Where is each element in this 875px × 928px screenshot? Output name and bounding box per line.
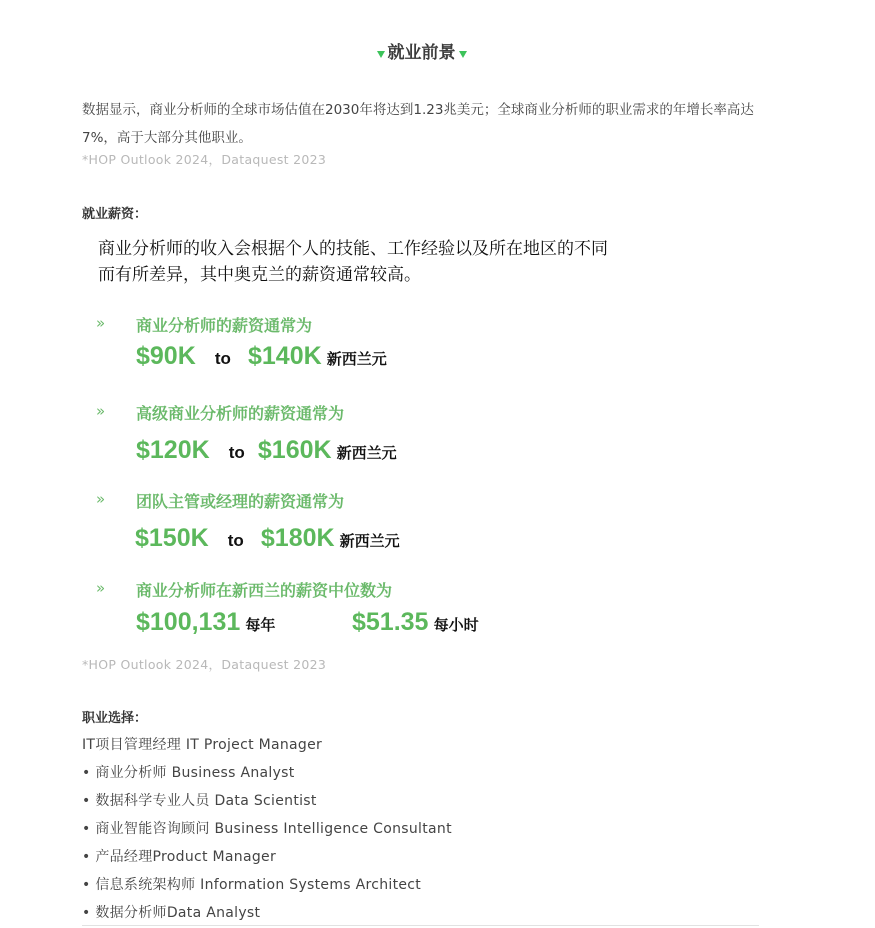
bullet-dot-icon: • (82, 821, 91, 837)
median-annual-unit: 每年 (245, 616, 276, 634)
salary-to: $160K (257, 436, 332, 464)
currency-unit: 新西兰元 (339, 532, 400, 550)
median-hourly (352, 608, 479, 637)
median-hourly-value: $51.35 (352, 608, 429, 636)
to-word: to (214, 349, 231, 368)
salary-item-heading: 团队主管或经理的薪资通常为 (136, 492, 345, 511)
salary-range (136, 436, 397, 465)
career-item-text: 商业智能咨询顾问 Business Intelligence Consultant (95, 821, 452, 837)
salary-from: $120K (136, 436, 210, 464)
intro-paragraph: 数据显示，商业分析师的全球市场估值在2030年将达到1.23兆美元；全球商业分析师的职业需求的年增长率高达7%，高于大部分其他职业。 (82, 102, 754, 146)
median-annual (136, 608, 275, 637)
salary-from: $150K (135, 524, 209, 552)
career-item-text: 产品经理Product Manager (95, 849, 277, 865)
career-item (82, 790, 317, 810)
salary-range (135, 524, 400, 553)
chevron-bullet-icon: » (96, 314, 106, 332)
career-item (82, 762, 295, 782)
chevron-bullet-icon: » (96, 402, 106, 420)
triangle-marker-icon (377, 51, 385, 58)
median-heading: 商业分析师在新西兰的薪资中位数为 (136, 581, 393, 600)
career-item-text: 数据科学专业人员 Data Scientist (95, 793, 317, 809)
salary-item-heading: 高级商业分析师的薪资通常为 (136, 404, 345, 423)
intro-source: *HOP Outlook 2024，Dataquest 2023 (82, 152, 327, 167)
median-annual-value: $100,131 (136, 608, 241, 636)
career-item (82, 846, 276, 866)
career-item (82, 874, 421, 894)
salary-to: $180K (260, 524, 335, 552)
chevron-bullet-icon: » (96, 579, 106, 597)
salary-range (136, 342, 387, 371)
bullet-dot-icon: • (82, 793, 91, 809)
salary-source: *HOP Outlook 2024，Dataquest 2023 (82, 657, 327, 672)
triangle-marker-icon (459, 51, 467, 58)
salary-from: $90K (136, 342, 196, 370)
bullet-dot-icon: • (82, 877, 91, 893)
bullet-dot-icon: • (82, 849, 91, 865)
chevron-bullet-icon: » (96, 490, 106, 508)
section-title-text: 就业前景 (387, 43, 456, 63)
salary-label: 就业薪资： (82, 207, 148, 222)
career-item-text: 信息系统架构师 Information Systems Architect (95, 877, 422, 893)
salary-item-heading: 商业分析师的薪资通常为 (136, 316, 313, 335)
to-word: to (227, 531, 244, 550)
careers-label: 职业选择： (82, 711, 148, 726)
bottom-divider (82, 925, 759, 926)
salary-lead-text: 商业分析师的收入会根据个人的技能、工作经验以及所在地区的不同而有所差异，其中奥克兰的薪资通常较高。 (98, 239, 608, 285)
career-item-text: 商业分析师 Business Analyst (95, 765, 295, 781)
career-item-text: 数据分析师Data Analyst (95, 905, 261, 921)
salary-to: $140K (248, 342, 322, 370)
career-item: IT项目管理经理 IT Project Manager (82, 737, 323, 753)
career-item (82, 902, 260, 922)
bullet-dot-icon: • (82, 765, 91, 781)
to-word: to (228, 443, 245, 462)
bullet-dot-icon: • (82, 905, 91, 921)
median-hourly-unit: 每小时 (433, 616, 479, 634)
section-title (0, 38, 843, 63)
career-item (82, 818, 452, 838)
currency-unit: 新西兰元 (336, 444, 397, 462)
currency-unit: 新西兰元 (326, 350, 387, 368)
